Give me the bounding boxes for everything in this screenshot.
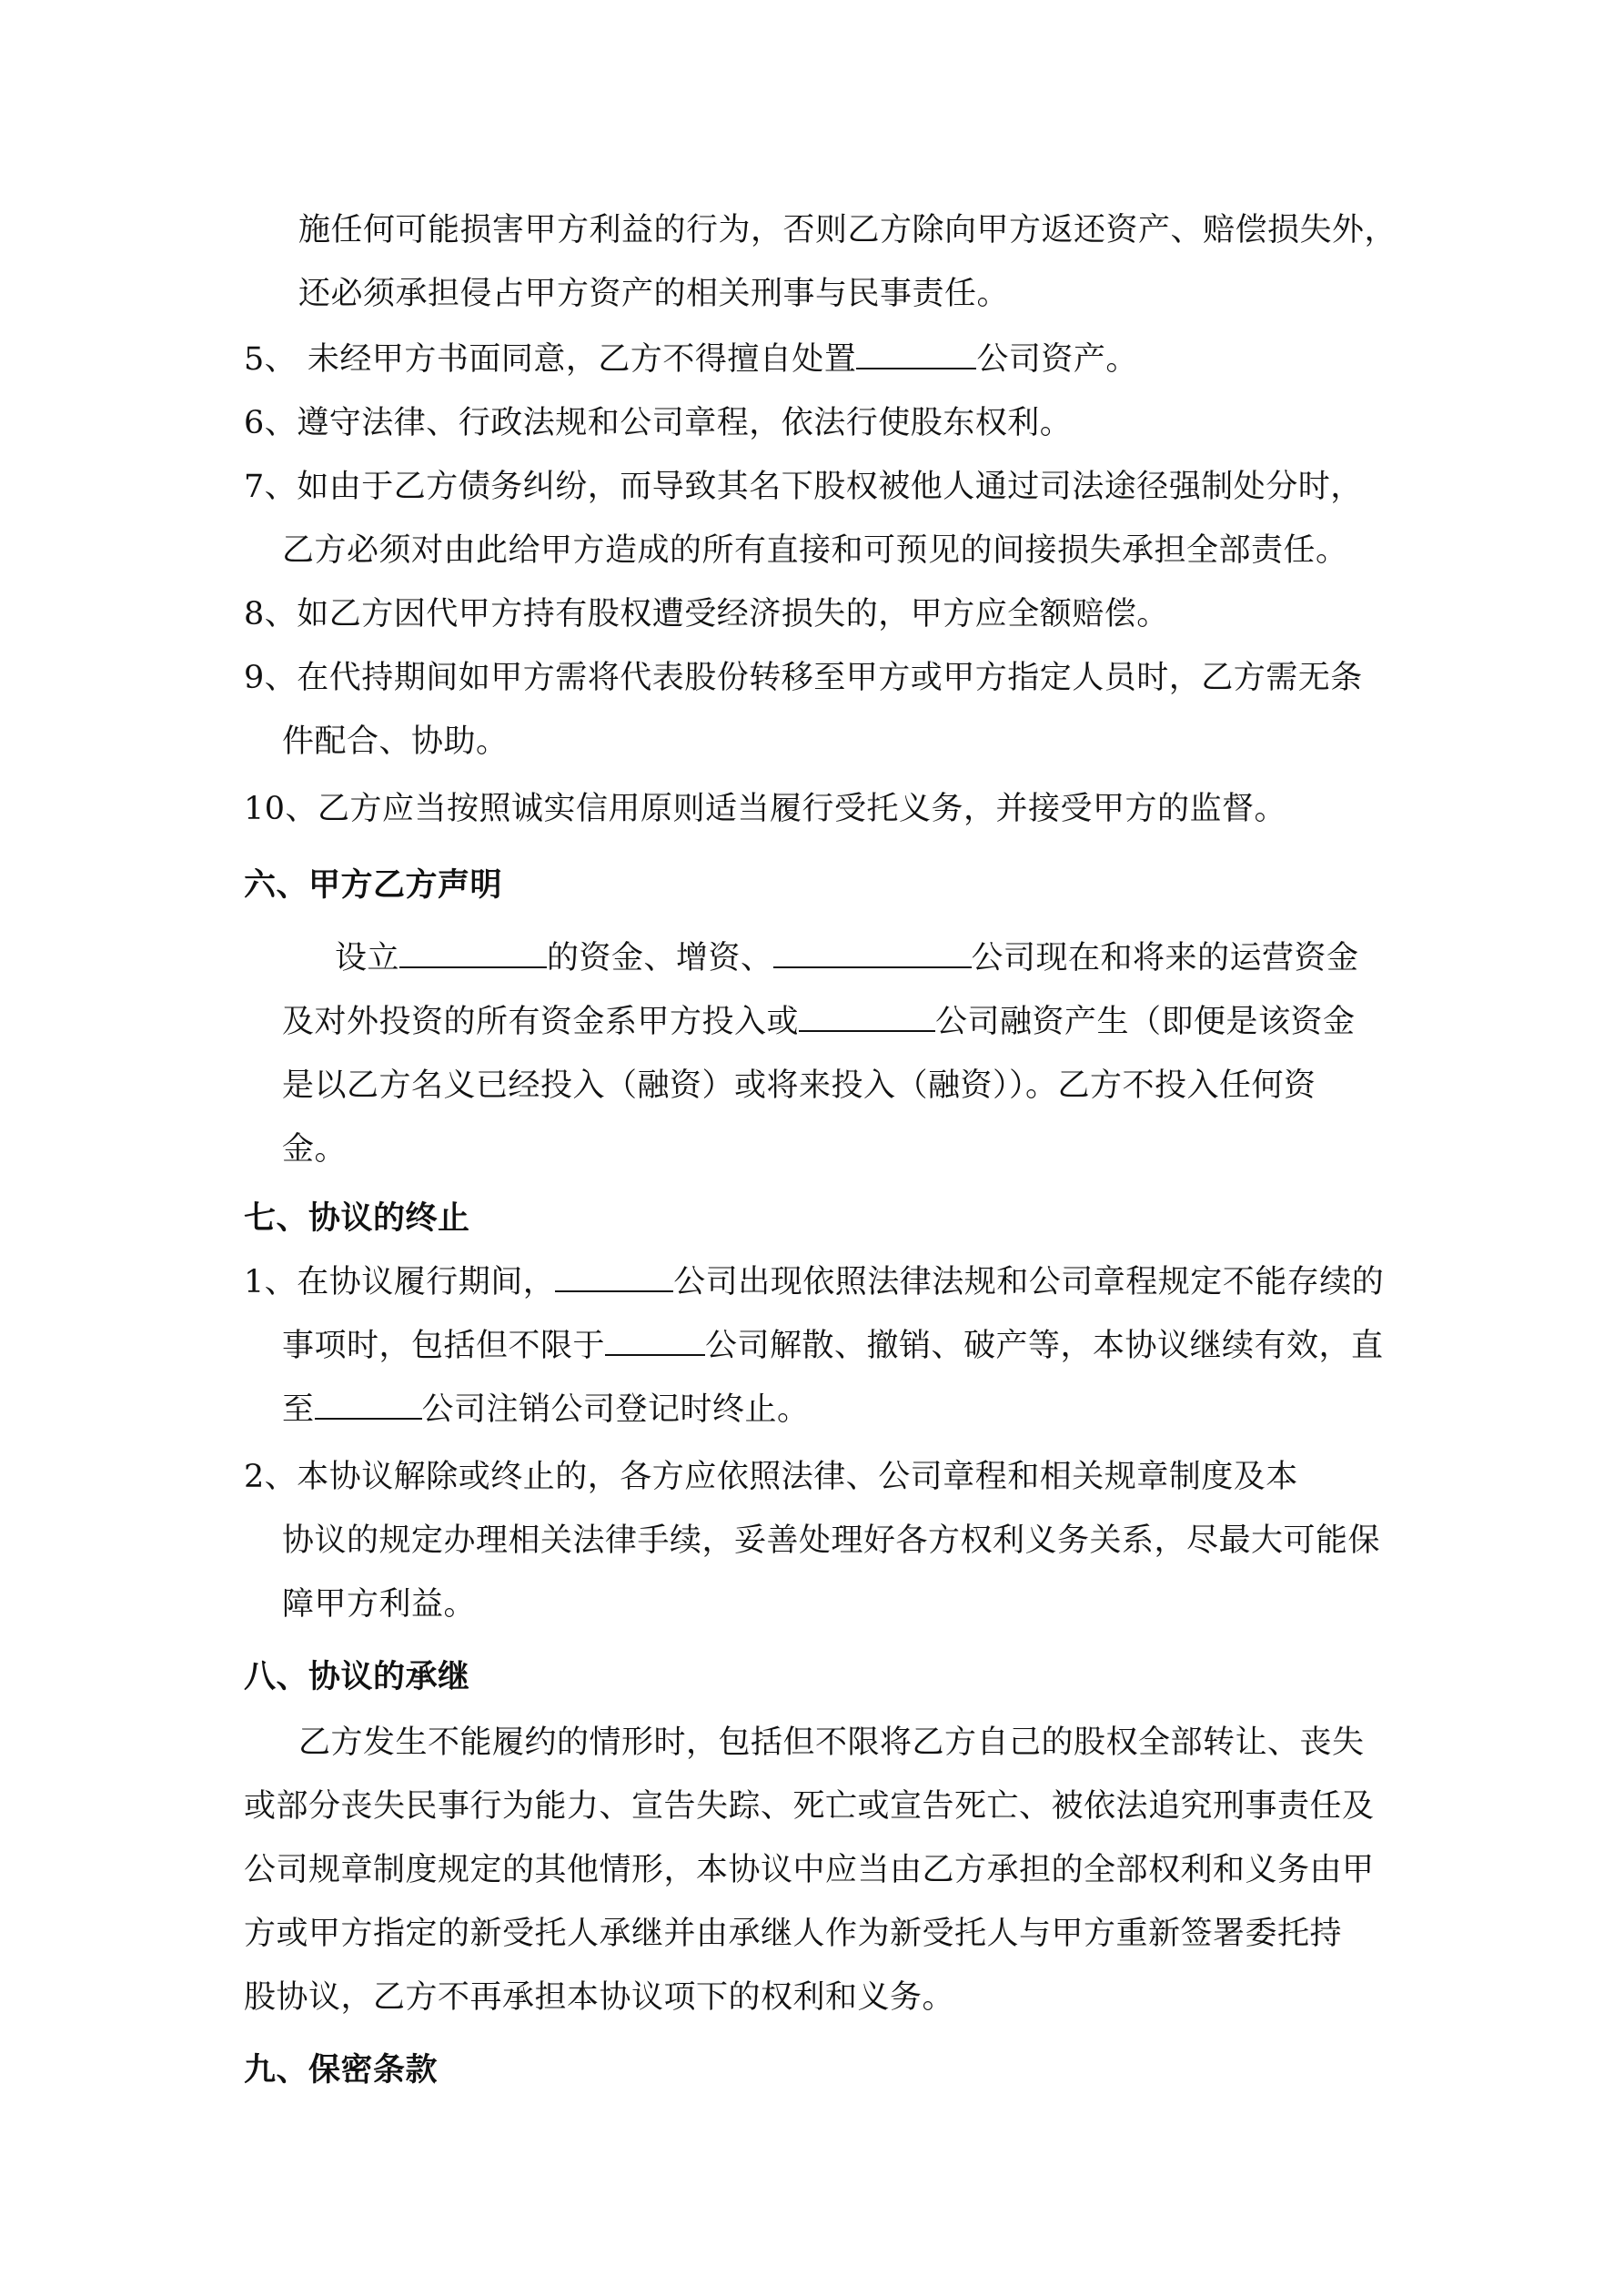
termination-text: 公司出现依照法律法规和公司章程规定不能存续的	[673, 1264, 1385, 1300]
inheritance-paragraph: 方或甲方指定的新受托人承继并由承继人作为新受托人与甲方重新签署委托持	[244, 1916, 1343, 1952]
termination-item-1-cont	[282, 1325, 1384, 1367]
decl-text: 及对外投资的所有资金系甲方投入或	[282, 1004, 800, 1040]
blank-line	[799, 1003, 935, 1032]
clause-item-5-text: 5、 未经甲方书面同意，乙方不得擅自处置	[244, 341, 857, 378]
declaration-line: 是以乙方名义已经投入（融资）或将来投入（融资））。乙方不投入任何资	[282, 1067, 1316, 1104]
clause-item-9-cont: 件配合、协助。	[282, 723, 509, 760]
termination-text: 至	[282, 1391, 315, 1428]
inheritance-paragraph: 或部分丧失民事行为能力、宣告失踪、死亡或宣告死亡、被依法追究刑事责任及	[244, 1788, 1375, 1825]
termination-text: 公司解散、撤销、破产等，本协议继续有效，直	[705, 1328, 1384, 1364]
clause-item-10: 10、乙方应当按照诚实信用原则适当履行受托义务，并接受甲方的监督。	[244, 791, 1287, 827]
termination-text: 公司注销公司登记时终止。	[421, 1391, 810, 1428]
decl-text: 的资金、增资、	[547, 940, 773, 976]
declaration-line: 金。	[282, 1131, 348, 1168]
decl-text: 公司现在和将来的运营资金	[971, 940, 1359, 976]
section-heading-8: 八、协议的承继	[244, 1659, 470, 1695]
decl-text: 设立	[335, 940, 400, 976]
clause-item-5	[244, 339, 1138, 380]
termination-item-1-cont	[282, 1389, 810, 1431]
declaration-line	[282, 1001, 1356, 1043]
declaration-line	[335, 937, 1359, 979]
clause-text-line: 施任何可能损害甲方利益的行为，否则乙方除向甲方返还资产、赔偿损失外，	[298, 212, 1397, 248]
clause-item-7-cont: 乙方必须对由此给甲方造成的所有直接和可预见的间接损失承担全部责任。	[282, 532, 1348, 569]
termination-item-2-cont: 障甲方利益。	[282, 1586, 477, 1623]
clause-item-8: 8、如乙方因代甲方持有股权遭受经济损失的，甲方应全额赔偿。	[244, 596, 1169, 632]
clause-item-9: 9、在代持期间如甲方需将代表股份转移至甲方或甲方指定人员时，乙方需无条	[244, 660, 1363, 696]
inheritance-paragraph: 股协议，乙方不再承担本协议项下的权利和义务。	[244, 1979, 955, 2016]
decl-text: 公司融资产生（即便是该资金	[935, 1004, 1356, 1040]
clause-item-7: 7、如由于乙方债务纠纷，而导致其名下股权被他人通过司法途径强制处分时，	[244, 469, 1363, 505]
termination-item-1	[244, 1261, 1384, 1303]
clause-text-line: 还必须承担侵占甲方资产的相关刑事与民事责任。	[298, 276, 1010, 312]
blank-line	[605, 1327, 705, 1356]
clause-item-5-text-end: 公司资产。	[976, 341, 1138, 378]
termination-text: 1、在协议履行期间，	[244, 1264, 556, 1300]
inheritance-paragraph: 乙方发生不能履约的情形时，包括但不限将乙方自己的股权全部转让、丧失	[298, 1725, 1365, 1761]
section-heading-6: 六、甲方乙方声明	[244, 867, 503, 904]
termination-item-2: 2、本协议解除或终止的，各方应依照法律、公司章程和相关规章制度及本	[244, 1459, 1298, 1495]
clause-item-6: 6、遵守法律、行政法规和公司章程，依法行使股东权利。	[244, 405, 1073, 441]
termination-item-2-cont: 协议的规定办理相关法律手续，妥善处理好各方权利义务关系，尽最大可能保	[282, 1522, 1381, 1559]
blank-line	[399, 939, 547, 968]
blank-line	[315, 1391, 422, 1420]
section-heading-7: 七、协议的终止	[244, 1200, 470, 1237]
inheritance-paragraph: 公司规章制度规定的其他情形，本协议中应当由乙方承担的全部权利和义务由甲	[244, 1852, 1375, 1888]
termination-text: 事项时，包括但不限于	[282, 1328, 606, 1364]
blank-line	[555, 1263, 673, 1292]
blank-line	[856, 340, 976, 369]
blank-line	[773, 939, 972, 968]
section-heading-9: 九、保密条款	[244, 2052, 439, 2089]
